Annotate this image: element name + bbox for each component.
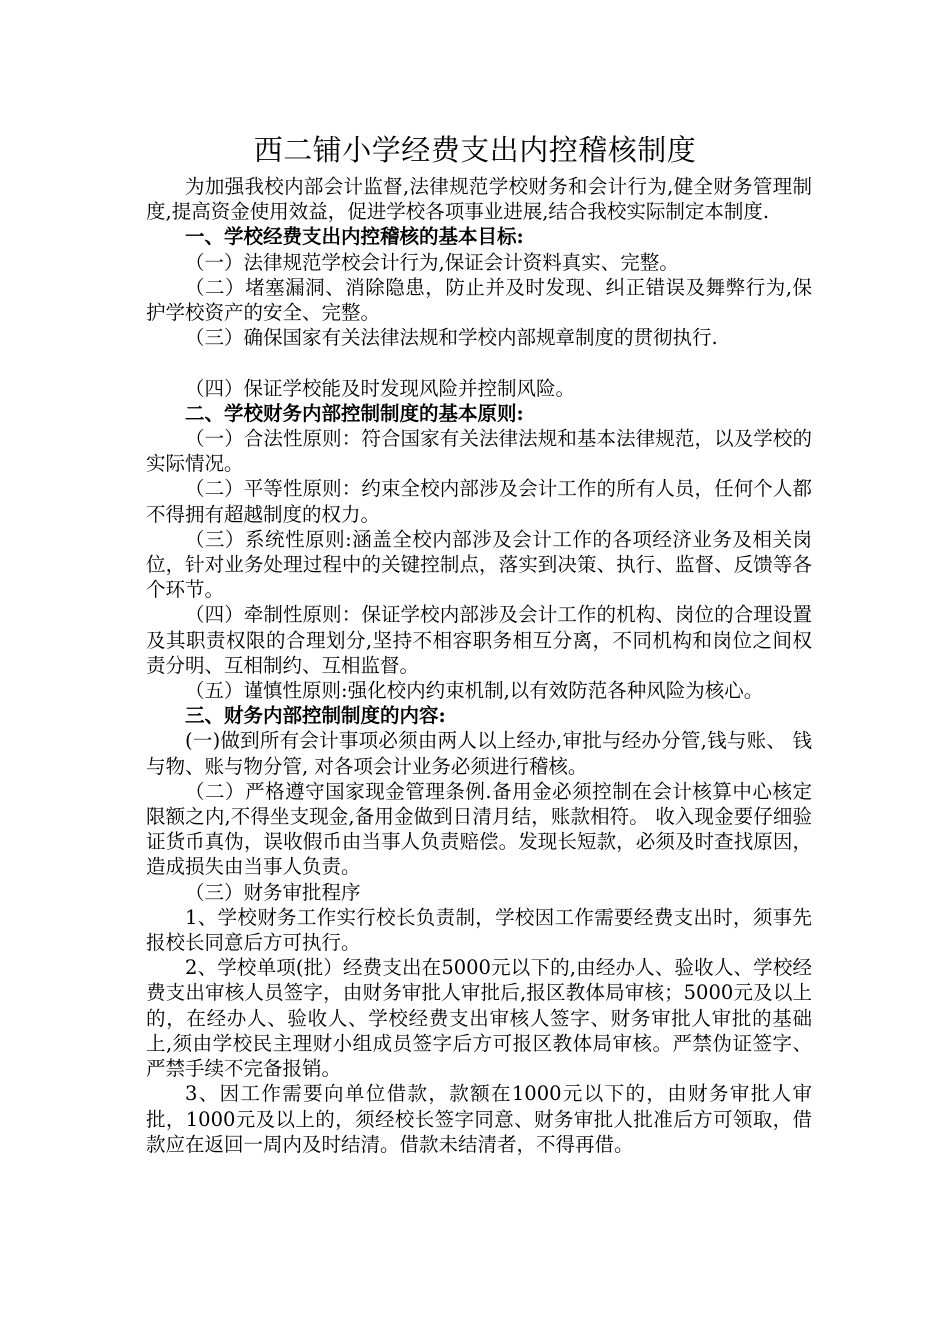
document-title: 西二铺小学经费支出内控稽核制度 <box>253 133 697 167</box>
document-body <box>146 174 812 1157</box>
body-paragraph: 为加强我校内部会计监督,法律规范学校财务和会计行为,健全财务管理制度,提高资金使用效益，促进学校各项事业进展,结合我校实际制定本制度. <box>146 175 812 224</box>
body-paragraph: （五）谨慎性原则:强化校内约束机制,以有效防范各种风险为核心。 <box>185 679 764 703</box>
section-heading: 一、学校经费支出内控稽核的基本目标: <box>185 225 524 249</box>
blank-line <box>146 350 812 375</box>
body-paragraph: （一）法律规范学校会计行为,保证会计资料真实、完整。 <box>185 250 679 274</box>
section-heading: 三、财务内部控制制度的内容: <box>185 704 446 728</box>
body-paragraph: （四）保证学校能及时发现风险并控制风险。 <box>185 376 576 400</box>
body-paragraph: 1、学校财务工作实行校长负责制，学校因工作需要经费支出时，须事先报校长同意后方可执行。 <box>146 905 812 955</box>
body-paragraph: （四）牵制性原则：保证学校内部涉及会计工作的机构、岗位的合理设置及其职责权限的合理划分,坚持不相容职务相互分离，不同机构和岗位之间权责分明、互相制约、互相监督。 <box>146 603 812 677</box>
body-paragraph: （三）确保国家有关法律法规和学校内部规章制度的贯彻执行. <box>185 326 718 350</box>
section-heading: 二、学校财务内部控制制度的基本原则: <box>185 401 524 425</box>
body-paragraph: （二）平等性原则：约束全校内部涉及会计工作的所有人员，任何个人都不得拥有超越制度的权力。 <box>146 477 812 526</box>
body-paragraph: （二）堵塞漏洞、消除隐患，防止并及时发现、纠正错误及舞弊行为,保护学校资产的安全、完整。 <box>146 275 812 325</box>
body-paragraph: 3、因工作需要向单位借款，款额在1000元以下的，由财务审批人审批，1000元及以上的，须经校长签字同意、财务审批人批准后方可领取，借款应在返回一周内及时结清。借款未结清者，不得再借。 <box>146 1082 812 1156</box>
body-paragraph: （三）财务审批程序 <box>185 880 361 904</box>
body-paragraph: （三）系统性原则:涵盖全校内部涉及会计工作的各项经济业务及相关岗位，针对业务处理过程中的关键控制点，落实到决策、执行、监督、反馈等各个环节。 <box>146 527 812 602</box>
body-paragraph: （一）合法性原则：符合国家有关法律法规和基本法律规范，以及学校的实际情况。 <box>146 427 812 476</box>
body-paragraph: 2、学校单项(批）经费支出在5000元以下的,由经办人、验收人、学校经费支出审核人员签字，由财务审批人审批后,报区教体局审核；5000元及以上的，在经办人、验收人、学校经费支出审核人签字、财务审批人审批的基础上,须由学校民主理财小组成员签字后方可报区教体局审核。严禁伪证签字、严禁手续不完备报销。 <box>146 956 812 1081</box>
body-paragraph: (一)做到所有会计事项必须由两人以上经办,审批与经办分管,钱与账、 钱与物、账与物分管, 对各项会计业务必须进行稽核。 <box>146 729 812 778</box>
body-paragraph: （二）严格遵守国家现金管理条例.备用金必须控制在会计核算中心核定限额之内,不得坐支现金,备用金做到日清月结，账款相符。 收入现金要仔细验证货币真伪，误收假币由当事人负责赔偿。发现长短款，必须及时查找原因，造成损失由当事人负责。 <box>146 779 812 879</box>
